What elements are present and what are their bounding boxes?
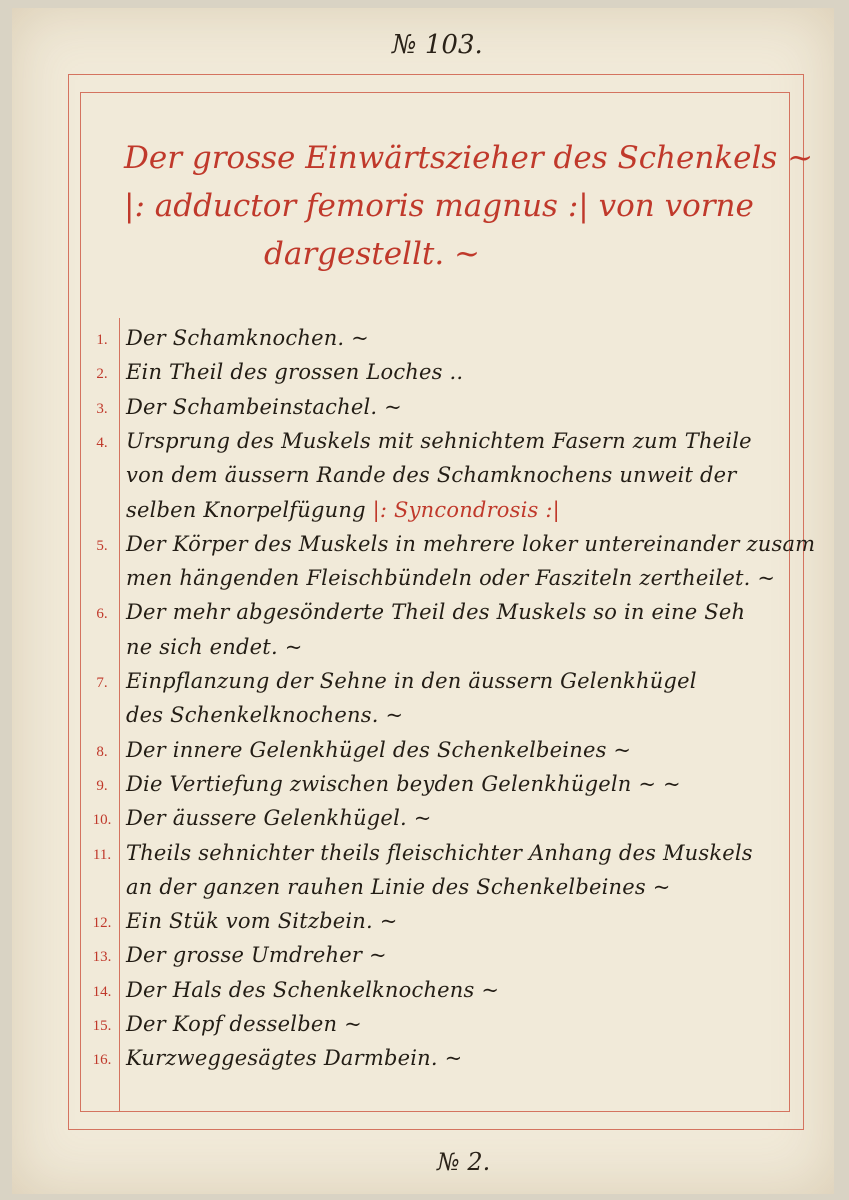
item-text-line: von dem äussern Rande des Schamknochens unweit der [126, 463, 737, 488]
page-title [124, 134, 814, 278]
item-number: 2. [96, 366, 108, 383]
item-number: 15. [92, 1018, 112, 1034]
item-number: 11. [92, 846, 112, 863]
title-line-2: |: adductor femoris magnus :| von vorne [124, 188, 754, 224]
item-text-line: Kurzweggesägtes Darmbein. ~ [126, 1046, 463, 1071]
item-number: 10. [92, 812, 112, 829]
item-text-line: Ursprung des Muskels mit sehnichtem Fasern zum Theile [126, 428, 752, 453]
item-number: 16. [92, 1052, 112, 1069]
item-text-line: des Schenkelknochens. ~ [126, 703, 404, 728]
title-line-3: dargestellt. ~ [264, 236, 481, 272]
item-text-line: Der grosse Umdreher ~ [126, 943, 387, 968]
item-number: 3. [96, 400, 108, 417]
item-number: 13. [92, 949, 112, 966]
item-number: 12. [92, 915, 112, 932]
item-number: 4. [96, 434, 108, 451]
item-text-line: Der innere Gelenkhügel des Schenkelbeines ~ [126, 737, 632, 762]
title-line-1: Der grosse Einwärtszieher des Schenkels ~ [124, 140, 814, 176]
item-text-line: selben Knorpelfügung |: Syncondrosis :| [126, 497, 560, 522]
item-text-line: Ein Stük vom Sitzbein. ~ [126, 909, 398, 934]
item-text-line: Der Schamknochen. ~ [126, 326, 369, 350]
item-text-line: Theils sehnichter theils fleischichter Anhang des Muskels [126, 840, 753, 865]
item-text-line: Der Körper des Muskels in mehrere loker untereinander zusam [126, 531, 816, 556]
item-text-line: Der Kopf desselben ~ [126, 1012, 362, 1036]
manuscript-page [12, 8, 834, 1194]
item-text-line: Die Vertiefung zwischen beyden Gelenkhügeln ~ ~ [126, 771, 681, 796]
item-number: 14. [92, 983, 112, 1000]
item-number: 8. [96, 743, 108, 760]
item-text-line: Der Schambeinstachel. ~ [126, 394, 402, 419]
item-number: 1. [96, 332, 108, 348]
item-number: 6. [96, 606, 108, 623]
item-number: 7. [96, 675, 108, 691]
item-text-line: Einpflanzung der Sehne in den äussern Gelenkhügel [126, 669, 697, 693]
item-number: 5. [96, 537, 108, 554]
item-text-line: men hängenden Fleischbündeln oder Fasziteln zertheilet. ~ [126, 566, 776, 591]
item-text-line: Der äussere Gelenkhügel. ~ [126, 806, 432, 831]
page-number: № 103. [392, 30, 483, 60]
item-text-line: an der ganzen rauhen Linie des Schenkelbeines ~ [126, 874, 671, 899]
item-text-line: Ein Theil des grossen Loches .. [126, 360, 464, 385]
item-text-line: ne sich endet. ~ [126, 634, 303, 659]
item-number: 9. [96, 777, 108, 794]
latin-term: |: Syncondrosis :| [365, 497, 560, 522]
item-text-line: Der Hals des Schenkelknochens ~ [126, 977, 500, 1002]
sheet-number: № 2. [437, 1148, 491, 1176]
item-text-line: Der mehr abgesönderte Theil des Muskels so in eine Seh [126, 600, 746, 625]
